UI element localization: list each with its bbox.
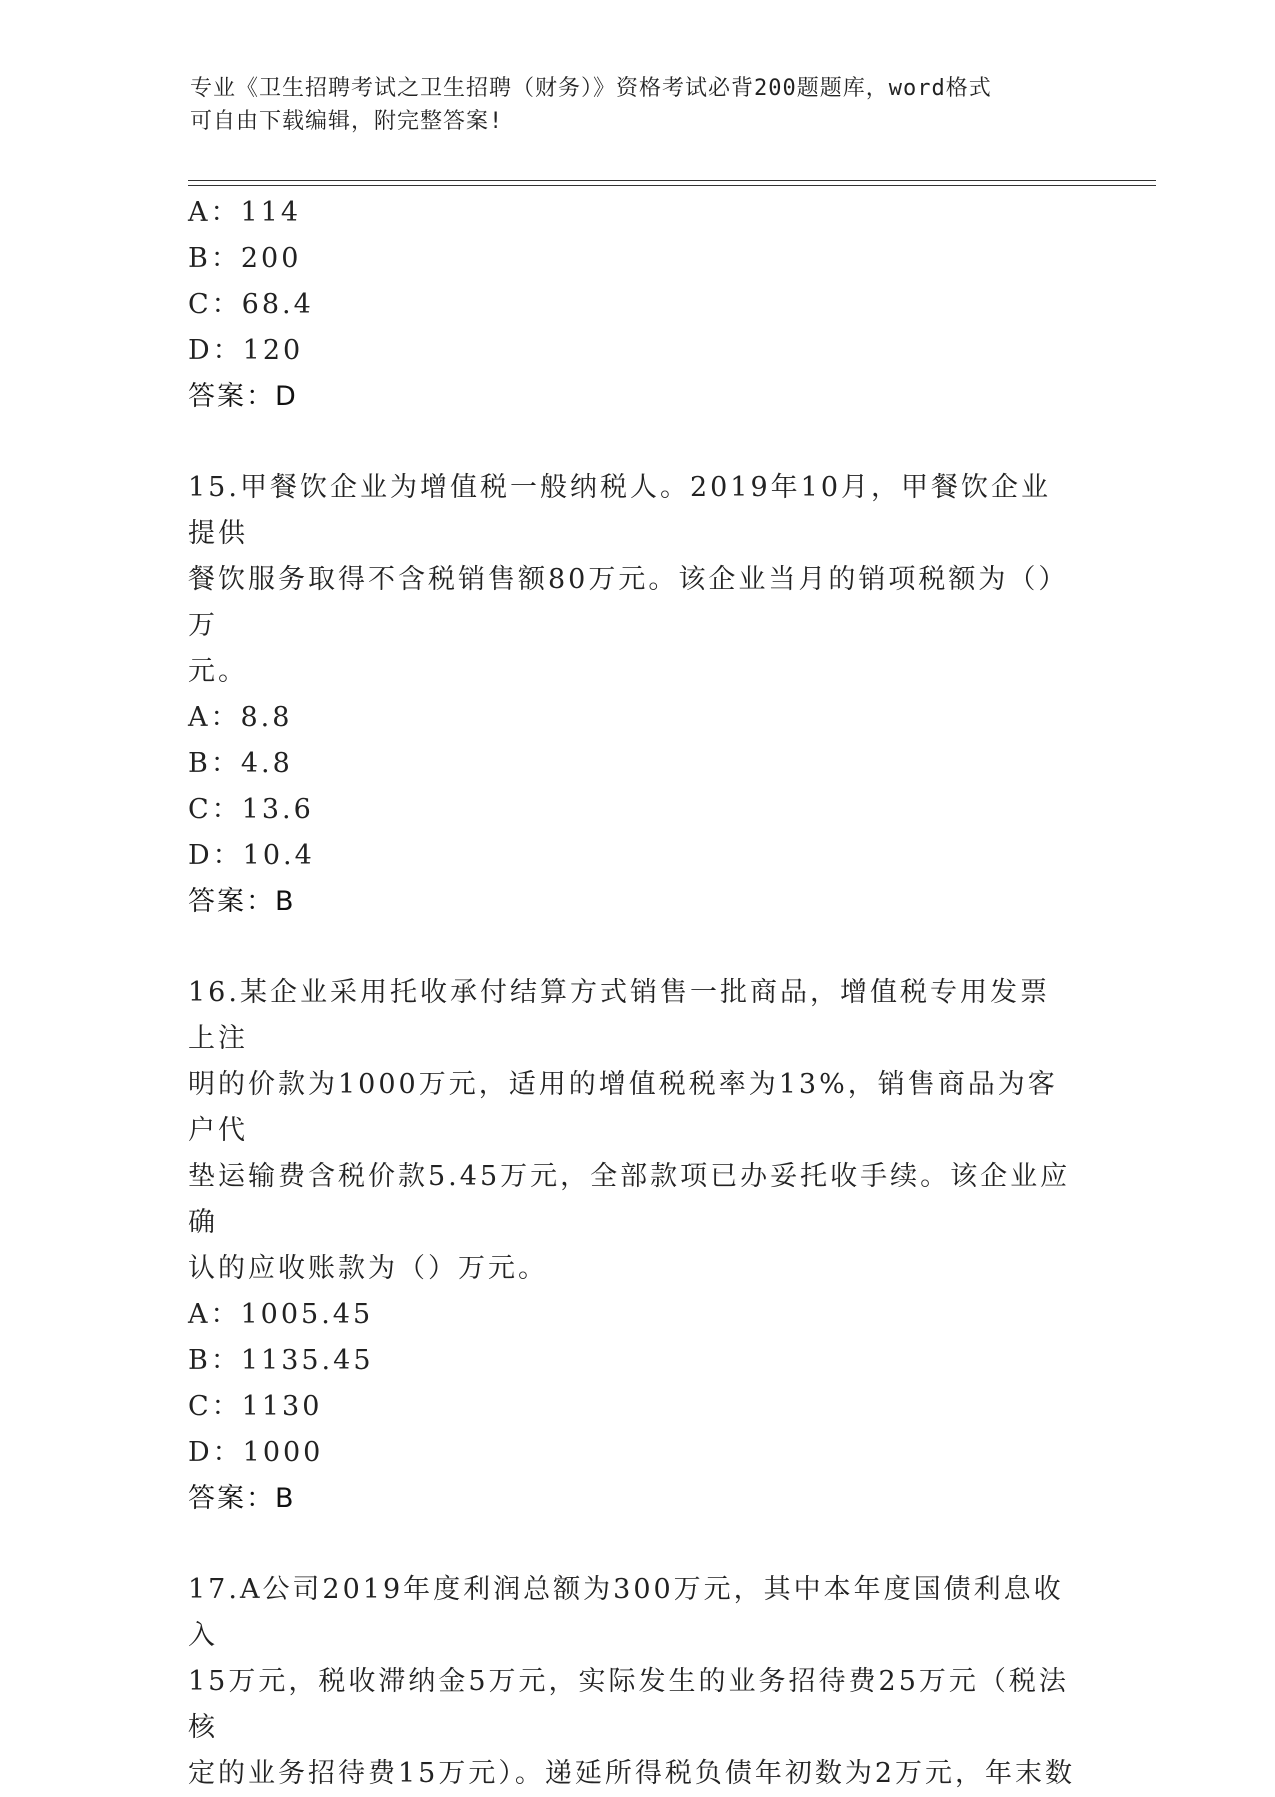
stem-line: 垫运输费含税价款5.45万元，全部款项已办妥托收手续。该企业应确: [188, 1161, 1071, 1238]
document-header: [190, 72, 1070, 138]
option-d: D：1000: [188, 1437, 324, 1468]
answer: 答案：D: [188, 381, 298, 412]
option-a: A：114: [188, 197, 302, 228]
stem-line: 16.某企业采用托收承付结算方式销售一批商品，增值税专用发票上注: [188, 977, 1050, 1054]
header-divider-top: [188, 180, 1156, 181]
answer: 答案：B: [188, 1483, 296, 1514]
question-15: [188, 465, 1088, 925]
header-divider-bottom: [188, 185, 1156, 186]
option-a: A：1005.45: [188, 1299, 374, 1330]
option-c: C：1130: [188, 1391, 323, 1422]
option-a: A：8.8: [188, 702, 293, 733]
question-16: [188, 970, 1088, 1522]
question-stem: [188, 970, 1078, 1292]
option-d: D：10.4: [188, 840, 315, 871]
stem-line: 15万元，税收滞纳金5万元，实际发生的业务招待费25万元（税法核: [188, 1666, 1069, 1743]
option-b: B：200: [188, 243, 302, 274]
option-b: B：1135.45: [188, 1345, 374, 1376]
option-c: C：13.6: [188, 794, 314, 825]
question-17: [188, 1567, 1088, 1797]
header-line-2: 可自由下载编辑，附完整答案!: [190, 109, 504, 134]
question-stem: [188, 465, 1078, 695]
stem-line: 15.甲餐饮企业为增值税一般纳税人。2019年10月，甲餐饮企业提供: [188, 472, 1052, 549]
stem-line: 元。: [188, 656, 248, 687]
option-b: B：4.8: [188, 748, 293, 779]
header-line-1: 专业《卫生招聘考试之卫生招聘（财务）》资格考试必背200题题库，word格式: [190, 76, 992, 101]
question-content: [188, 190, 1088, 1797]
option-d: D：120: [188, 335, 304, 366]
question-stem: [188, 1567, 1078, 1797]
question-14: [188, 190, 1088, 420]
stem-line: 认的应收账款为（）万元。: [188, 1253, 548, 1284]
stem-line: 餐饮服务取得不含税销售额80万元。该企业当月的销项税额为（）万: [188, 564, 1069, 641]
answer: 答案：B: [188, 886, 296, 917]
option-c: C：68.4: [188, 289, 314, 320]
stem-line: 明的价款为1000万元，适用的增值税税率为13%，销售商品为客户代: [188, 1069, 1058, 1146]
stem-line: 17.A公司2019年度利润总额为300万元，其中本年度国债利息收入: [188, 1574, 1064, 1651]
stem-line: 定的业务招待费15万元）。递延所得税负债年初数为2万元，年末数: [188, 1758, 1076, 1789]
